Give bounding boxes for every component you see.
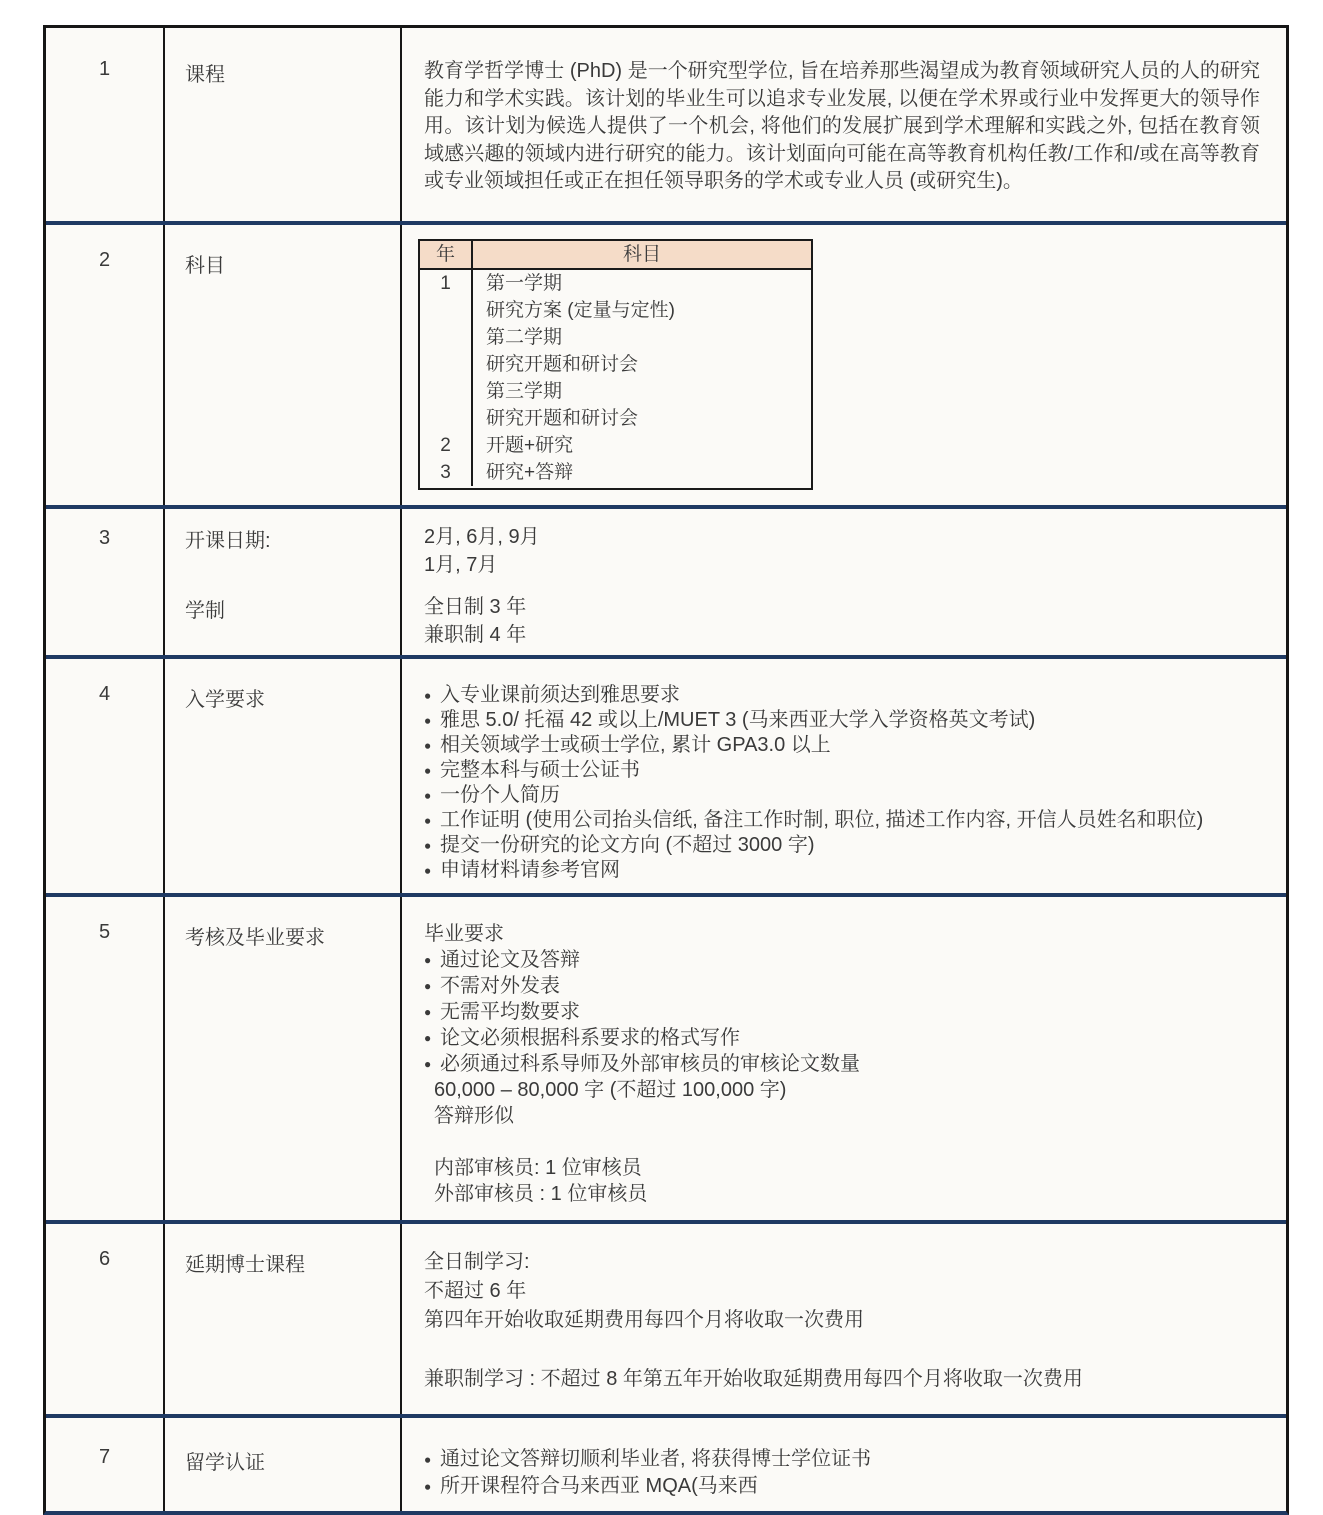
admission-bullet: ● 完整本科与硕士公证书: [424, 758, 1260, 783]
spacer: [424, 1129, 1260, 1155]
admission-bullet: ● 提交一份研究的论文方向 (不超过 3000 字): [424, 833, 1260, 858]
table-row-course: [46, 28, 1286, 221]
row-label: 考核及毕业要求: [165, 897, 402, 1220]
row-content: [402, 659, 1286, 893]
row-number: 5: [46, 897, 165, 1220]
part-time-line: 兼职制学习 : 不超过 8 年第五年开始收取延期费用每四个月将收取一次费用: [424, 1368, 1083, 1390]
row-label: 科目: [165, 225, 402, 505]
row-label: 延期博士课程: [165, 1224, 402, 1414]
row-number: 6: [46, 1224, 165, 1414]
course-description: 教育学哲学博士 (PhD) 是一个研究型学位, 旨在培养那些渴望成为教育领域研究人员的人的研究能力和学术实践。该计划的毕业生可以追求专业发展, 以便在学术界或行业中发挥更大的领导作用。该计划为候选人提供了一个机会, 将他们的发展扩展到学术理解和实践之外, 包括在教育领域感兴趣的领域内进行研究的能力。该计划面向可能在高等教育机构任教/工作和/或在高等教育或专业领域担任或正在担任领导职务的学术或专业人员 (或研究生)。: [424, 60, 1260, 192]
table-row-graduation: [46, 893, 1286, 1220]
row-content: [402, 509, 1286, 655]
full-time-line: 不超过 6 年: [424, 1280, 527, 1302]
program-info-table: [43, 25, 1289, 1515]
year-number: 2: [420, 432, 473, 459]
row-number: 3: [46, 509, 165, 655]
admission-bullet: ● 一份个人简历: [424, 783, 1260, 808]
row-label: 留学认证: [165, 1418, 402, 1511]
year-subjects: [473, 459, 811, 486]
certification-bullet: ● 通过论文答辩切顺利毕业者, 将获得博士学位证书: [424, 1446, 1260, 1473]
external-examiner-line: 外部审核员 : 1 位审核员: [434, 1183, 648, 1205]
row-number: 7: [46, 1418, 165, 1511]
subject-line: 研究开题和研讨会: [486, 354, 639, 375]
row-content: [402, 1418, 1286, 1511]
table-row-certification: [46, 1414, 1286, 1511]
spacer: [185, 555, 390, 597]
subtable-row-year1: [420, 270, 811, 432]
row-number: 4: [46, 659, 165, 893]
admission-bullet: ● 雅思 5.0/ 托福 42 或以上/MUET 3 (马来西亚大学入学资格英文考试): [424, 708, 1260, 733]
row-label: 课程: [165, 28, 402, 221]
admission-bullet: ● 申请材料请参考官网: [424, 858, 1260, 883]
certification-bullet: ● 所开课程符合马来西亚 MQA(马来西: [424, 1473, 1260, 1500]
duration-line: 兼职制 4 年: [424, 624, 527, 646]
row-content: [402, 28, 1286, 221]
duration-line: 全日制 3 年: [424, 596, 527, 618]
admission-bullet: ● 入专业课前须达到雅思要求: [424, 683, 1260, 708]
start-date-line: 1月, 7月: [424, 554, 498, 576]
graduation-bullet: ● 无需平均数要求: [424, 999, 1260, 1025]
graduation-bullet: ● 通过论文及答辩: [424, 947, 1260, 973]
subject-line: 开题+研究: [486, 435, 574, 456]
subtable-header: [420, 241, 811, 270]
row-number: 2: [46, 225, 165, 505]
thesis-word-count: 60,000 – 80,000 字 (不超过 100,000 字): [434, 1079, 787, 1101]
row-label: 入学要求: [165, 659, 402, 893]
year-number: 1: [420, 270, 473, 432]
table-row-extension: [46, 1220, 1286, 1414]
subject-line: 研究开题和研讨会: [486, 408, 639, 429]
year-number: 3: [420, 459, 473, 486]
row-content: [402, 1224, 1286, 1414]
graduation-bullet: ● 必须通过科系导师及外部审核员的审核论文数量: [424, 1051, 1260, 1077]
graduation-bullet: ● 不需对外发表: [424, 973, 1260, 999]
row-number: 1: [46, 28, 165, 221]
subject-line: 研究+答辩: [486, 462, 574, 483]
subjects-subtable: [418, 239, 813, 490]
row-label: [165, 509, 402, 655]
subject-line: 研究方案 (定量与定性): [486, 300, 675, 321]
year-subjects: [473, 432, 811, 459]
table-row-admission: [46, 655, 1286, 893]
subtable-row-year2: [420, 432, 811, 459]
graduation-bullet: ● 论文必须根据科系要求的格式写作: [424, 1025, 1260, 1051]
label-start-dates: 开课日期:: [185, 530, 271, 552]
table-row-subjects: [46, 221, 1286, 505]
full-time-line: 全日制学习:: [424, 1251, 530, 1273]
spacer: [424, 579, 1260, 593]
table-row-dates: [46, 505, 1286, 655]
subtable-row-year3: [420, 459, 811, 488]
full-time-line: 第四年开始收取延期费用每四个月将收取一次费用: [424, 1309, 864, 1331]
admission-bullet: ● 工作证明 (使用公司抬头信纸, 备注工作时制, 职位, 描述工作内容, 开信人员姓名和职位): [424, 808, 1260, 833]
graduation-title: 毕业要求: [424, 923, 504, 945]
spacer: [424, 1335, 1260, 1365]
defense-note: 答辩形似: [434, 1105, 514, 1127]
internal-examiner-line: 内部审核员: 1 位审核员: [434, 1157, 642, 1179]
start-date-line: 2月, 6月, 9月: [424, 526, 540, 548]
label-duration: 学制: [185, 600, 225, 622]
subject-line: 第一学期: [486, 273, 563, 294]
subtable-header-subject: 科目: [622, 244, 661, 265]
year-subjects: [473, 270, 811, 432]
subject-line: 第二学期: [486, 327, 563, 348]
row-content: [402, 897, 1286, 1220]
admission-bullet: ● 相关领域学士或硕士学位, 累计 GPA3.0 以上: [424, 733, 1260, 758]
subject-line: 第三学期: [486, 381, 563, 402]
subtable-header-year: 年: [420, 241, 473, 268]
row-content: [402, 225, 1286, 505]
